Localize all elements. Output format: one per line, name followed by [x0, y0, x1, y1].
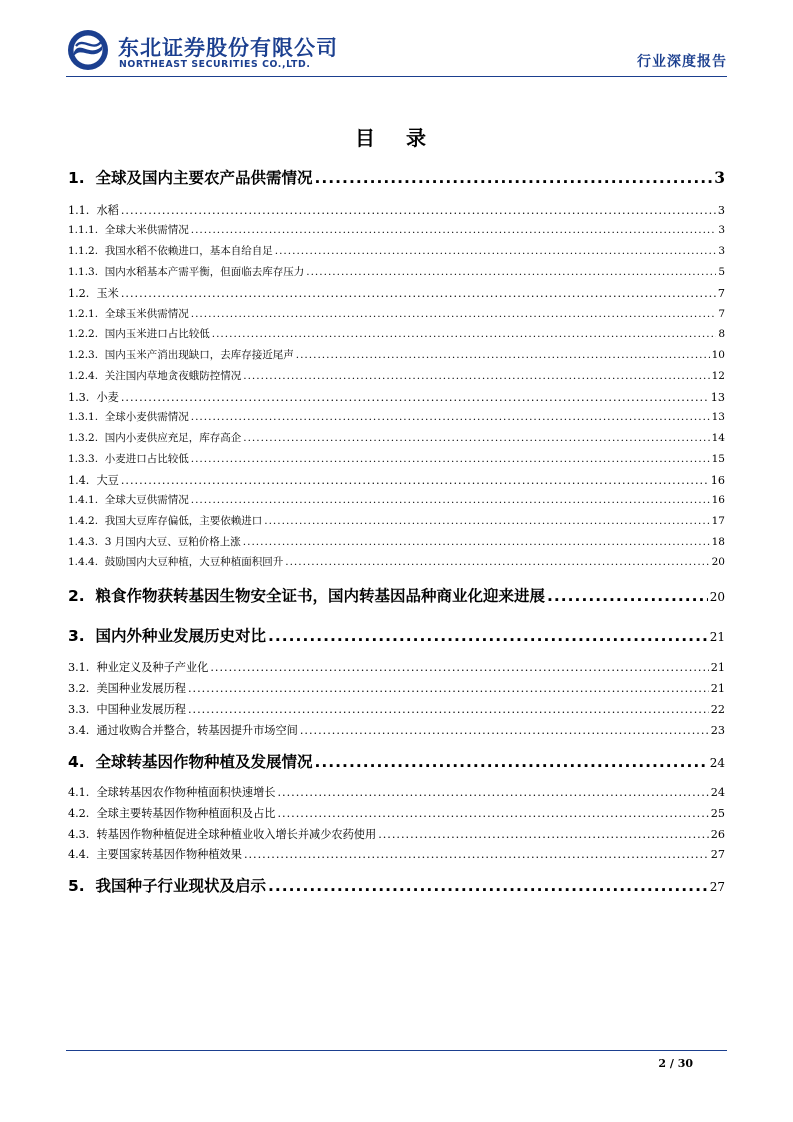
report-type-label: 行业深度报告	[637, 54, 727, 70]
toc-entry-number: 1.1.	[68, 204, 90, 217]
toc-entry-number: 1.2.3.	[68, 349, 99, 361]
toc-entry-text: 全球玉米供需情况	[104, 308, 189, 320]
toc-leader	[191, 308, 717, 320]
toc-entry-page: 16	[711, 494, 725, 506]
toc-entry-number: 1.2.2.	[68, 328, 99, 340]
toc-leader	[264, 515, 709, 527]
toc-entry-text: 关注国内草地贪夜蛾防控情况	[104, 370, 242, 382]
toc-entry-number: 1.3.2.	[68, 432, 99, 444]
toc-leader	[191, 411, 710, 423]
toc-leader	[191, 453, 710, 465]
toc-entry-page: 21	[709, 630, 725, 644]
toc-entry-level3[interactable]	[68, 264, 725, 279]
toc-leader	[191, 494, 710, 506]
toc-entry-number: 1.3.	[68, 391, 90, 404]
toc-entry-page: 21	[710, 661, 725, 674]
toc-entry-level2[interactable]	[68, 389, 725, 405]
toc-entry-page: 3	[717, 204, 725, 217]
toc-entry-level2[interactable]	[68, 846, 725, 862]
page-header	[66, 26, 727, 74]
toc-entry-text: 通过收购合并整合，转基因提升市场空间	[96, 724, 298, 737]
toc-entry-page: 3	[718, 245, 725, 257]
toc-entry-number: 1.3.1.	[68, 411, 99, 423]
toc-leader	[300, 724, 709, 737]
toc-entry-number: 2.	[68, 587, 85, 605]
toc-entry-number: 5.	[68, 877, 85, 895]
toc-entry-text: 大豆	[96, 474, 119, 487]
toc-entry-number: 3.	[68, 627, 85, 645]
toc-leader	[243, 536, 710, 548]
toc-leader	[315, 169, 713, 187]
toc-leader	[188, 703, 709, 716]
toc-title: 目 录	[355, 126, 438, 150]
toc-entry-text: 粮食作物获转基因生物安全证书，国内转基因品种商业化迎来进展	[95, 587, 545, 605]
toc-entry-page: 13	[711, 411, 725, 423]
toc-entry-number: 3.3.	[68, 703, 90, 716]
toc-leader	[315, 753, 708, 771]
toc-entry-level2[interactable]	[68, 680, 725, 696]
company-logo-icon	[66, 28, 110, 72]
toc-leader	[121, 391, 709, 404]
toc-entry-number: 1.1.2.	[68, 245, 99, 257]
toc-entry-text: 美国种业发展历程	[96, 682, 186, 695]
toc-entry-level2[interactable]	[68, 826, 725, 842]
toc-entry-level3[interactable]	[68, 554, 725, 569]
toc-entry-text: 全球转基因作物种植及发展情况	[95, 753, 313, 771]
toc-entry-page: 20	[711, 556, 725, 568]
toc-leader	[278, 807, 709, 820]
toc-entry-number: 1.	[68, 169, 85, 187]
toc-leader	[285, 556, 709, 568]
toc-entry-number: 3.4.	[68, 724, 90, 737]
toc-leader	[210, 661, 708, 674]
toc-leader	[268, 627, 708, 645]
toc-entry-level1[interactable]	[68, 750, 725, 772]
toc-entry-number: 4.	[68, 753, 85, 771]
company-name-en: NORTHEAST SECURITIES CO.,LTD.	[119, 59, 311, 70]
toc-entry-level3[interactable]	[68, 306, 725, 321]
toc-entry-level3[interactable]	[68, 492, 725, 507]
toc-entry-page: 8	[718, 328, 725, 340]
toc-entry-number: 1.4.4.	[68, 556, 99, 568]
toc-leader	[244, 848, 709, 861]
toc-entry-text: 3 月国内大豆、豆粕价格上涨	[104, 536, 241, 548]
toc-entry-text: 全球转基因农作物种植面积快速增长	[96, 786, 276, 799]
toc-leader	[378, 828, 709, 841]
footer-divider	[66, 1050, 727, 1051]
toc-entry-text: 全球大豆供需情况	[104, 494, 189, 506]
toc-leader	[296, 349, 710, 361]
toc-leader	[275, 245, 717, 257]
toc-entry-text: 国内水稻基本产需平衡，但面临去库存压力	[104, 266, 305, 278]
toc-entry-page: 15	[711, 453, 725, 465]
toc-entry-page: 22	[710, 703, 725, 716]
toc-entry-number: 4.3.	[68, 828, 90, 841]
toc-entry-text: 小麦	[96, 391, 119, 404]
toc-entry-number: 1.4.2.	[68, 515, 99, 527]
page-number: 2 / 30	[658, 1057, 693, 1070]
toc-entry-page: 10	[711, 349, 725, 361]
toc-entry-page: 25	[710, 807, 725, 820]
toc-entry-text: 国内玉米进口占比较低	[104, 328, 210, 340]
toc-leader	[188, 682, 709, 695]
toc-entry-text: 转基因作物种植促进全球种植业收入增长并减少农药使用	[96, 828, 377, 841]
toc-entry-level3[interactable]	[68, 243, 725, 258]
toc-entry-level2[interactable]	[68, 285, 725, 301]
toc-entry-level2[interactable]	[68, 659, 725, 675]
toc-entry-page: 7	[718, 308, 725, 320]
toc-entry-number: 4.4.	[68, 848, 90, 861]
toc-entry-page: 27	[710, 848, 725, 861]
toc-entry-level2[interactable]	[68, 701, 725, 717]
toc-entry-number: 4.1.	[68, 786, 90, 799]
toc-entry-level2[interactable]	[68, 722, 725, 738]
toc-entry-text: 全球主要转基因作物种植面积及占比	[96, 807, 276, 820]
toc-entry-number: 1.4.3.	[68, 536, 99, 548]
toc-entry-level1[interactable]	[68, 874, 725, 896]
toc-entry-text: 小麦进口占比较低	[104, 453, 189, 465]
toc-entry-text: 全球小麦供需情况	[104, 411, 189, 423]
toc-entry-page: 17	[711, 515, 725, 527]
toc-entry-text: 种业定义及种子产业化	[96, 661, 209, 674]
toc-entry-page: 24	[709, 756, 725, 770]
toc-entry-number: 1.2.	[68, 287, 90, 300]
toc-entry-number: 1.1.3.	[68, 266, 99, 278]
toc-leader	[121, 204, 716, 217]
toc-entry-text: 全球及国内主要农产品供需情况	[95, 169, 313, 187]
toc-entry-page: 24	[710, 786, 725, 799]
toc-entry-level3[interactable]	[68, 513, 725, 528]
toc-entry-text: 中国种业发展历程	[96, 703, 186, 716]
toc-entry-number: 1.1.1.	[68, 224, 99, 236]
toc-entry-level2[interactable]	[68, 202, 725, 218]
toc-entry-level2[interactable]	[68, 784, 725, 800]
toc-entry-level3[interactable]	[68, 222, 725, 237]
toc-leader	[547, 587, 708, 605]
toc-entry-level1[interactable]	[68, 584, 725, 606]
toc-entry-text: 水稻	[96, 204, 119, 217]
toc-entry-page: 23	[710, 724, 725, 737]
toc-entry-text: 主要国家转基因作物种植效果	[96, 848, 242, 861]
toc-entry-level1[interactable]	[68, 624, 725, 646]
toc-entry-level3[interactable]	[68, 326, 725, 341]
toc-entry-page: 12	[711, 370, 725, 382]
toc-leader	[268, 877, 708, 895]
toc-entry-page: 20	[709, 590, 725, 604]
toc-entry-number: 1.3.3.	[68, 453, 99, 465]
toc-entry-page: 3	[718, 224, 725, 236]
toc-entry-page: 14	[711, 432, 725, 444]
toc-entry-number: 3.2.	[68, 682, 90, 695]
toc-entry-page: 7	[717, 287, 725, 300]
toc-entry-page: 5	[718, 266, 725, 278]
toc-entry-text: 我国大豆库存偏低，主要依赖进口	[104, 515, 263, 527]
toc-entry-text: 我国水稻不依赖进口，基本自给自足	[104, 245, 273, 257]
toc-entry-text: 全球大米供需情况	[104, 224, 189, 236]
toc-leader	[278, 786, 709, 799]
toc-entry-page: 27	[709, 880, 725, 894]
toc-entry-level3[interactable]	[68, 409, 725, 424]
toc-entry-level3[interactable]	[68, 430, 725, 445]
toc-entry-level2[interactable]	[68, 472, 725, 488]
toc-entry-level2[interactable]	[68, 805, 725, 821]
toc-leader	[212, 328, 717, 340]
toc-entry-level3[interactable]	[68, 368, 725, 383]
toc-entry-number: 1.2.4.	[68, 370, 99, 382]
toc-entry-text: 国内玉米产消出现缺口，去库存接近尾声	[104, 349, 294, 361]
toc-leader	[121, 287, 716, 300]
toc-entry-level3[interactable]	[68, 451, 725, 466]
toc-entry-level3[interactable]	[68, 347, 725, 362]
toc-entry-text: 国内小麦供应充足，库存高企	[104, 432, 242, 444]
toc-entry-page: 26	[710, 828, 725, 841]
toc-leader	[243, 370, 709, 382]
toc-entry-page: 21	[710, 682, 725, 695]
toc-entry-level3[interactable]	[68, 534, 725, 549]
toc-entry-number: 1.4.	[68, 474, 90, 487]
toc-entry-text: 鼓励国内大豆种植，大豆种植面积回升	[104, 556, 284, 568]
toc-entry-page: 13	[710, 391, 725, 404]
header-divider	[66, 76, 727, 77]
toc-entry-text: 我国种子行业现状及启示	[95, 877, 266, 895]
toc-entry-number: 1.2.1.	[68, 308, 99, 320]
toc-entry-page: 16	[710, 474, 725, 487]
toc-entry-page: 3	[714, 168, 725, 187]
toc-leader	[121, 474, 709, 487]
toc-entry-level1[interactable]	[68, 166, 725, 188]
toc-leader	[191, 224, 717, 236]
toc-entry-number: 3.1.	[68, 661, 90, 674]
toc-entry-number: 4.2.	[68, 807, 90, 820]
toc-entry-page: 18	[711, 536, 725, 548]
company-name-cn: 东北证券股份有限公司	[118, 36, 338, 60]
toc-leader	[306, 266, 716, 278]
toc-entry-text: 国内外种业发展历史对比	[95, 627, 266, 645]
toc-leader	[243, 432, 709, 444]
toc-entry-number: 1.4.1.	[68, 494, 99, 506]
toc-entry-text: 玉米	[96, 287, 119, 300]
